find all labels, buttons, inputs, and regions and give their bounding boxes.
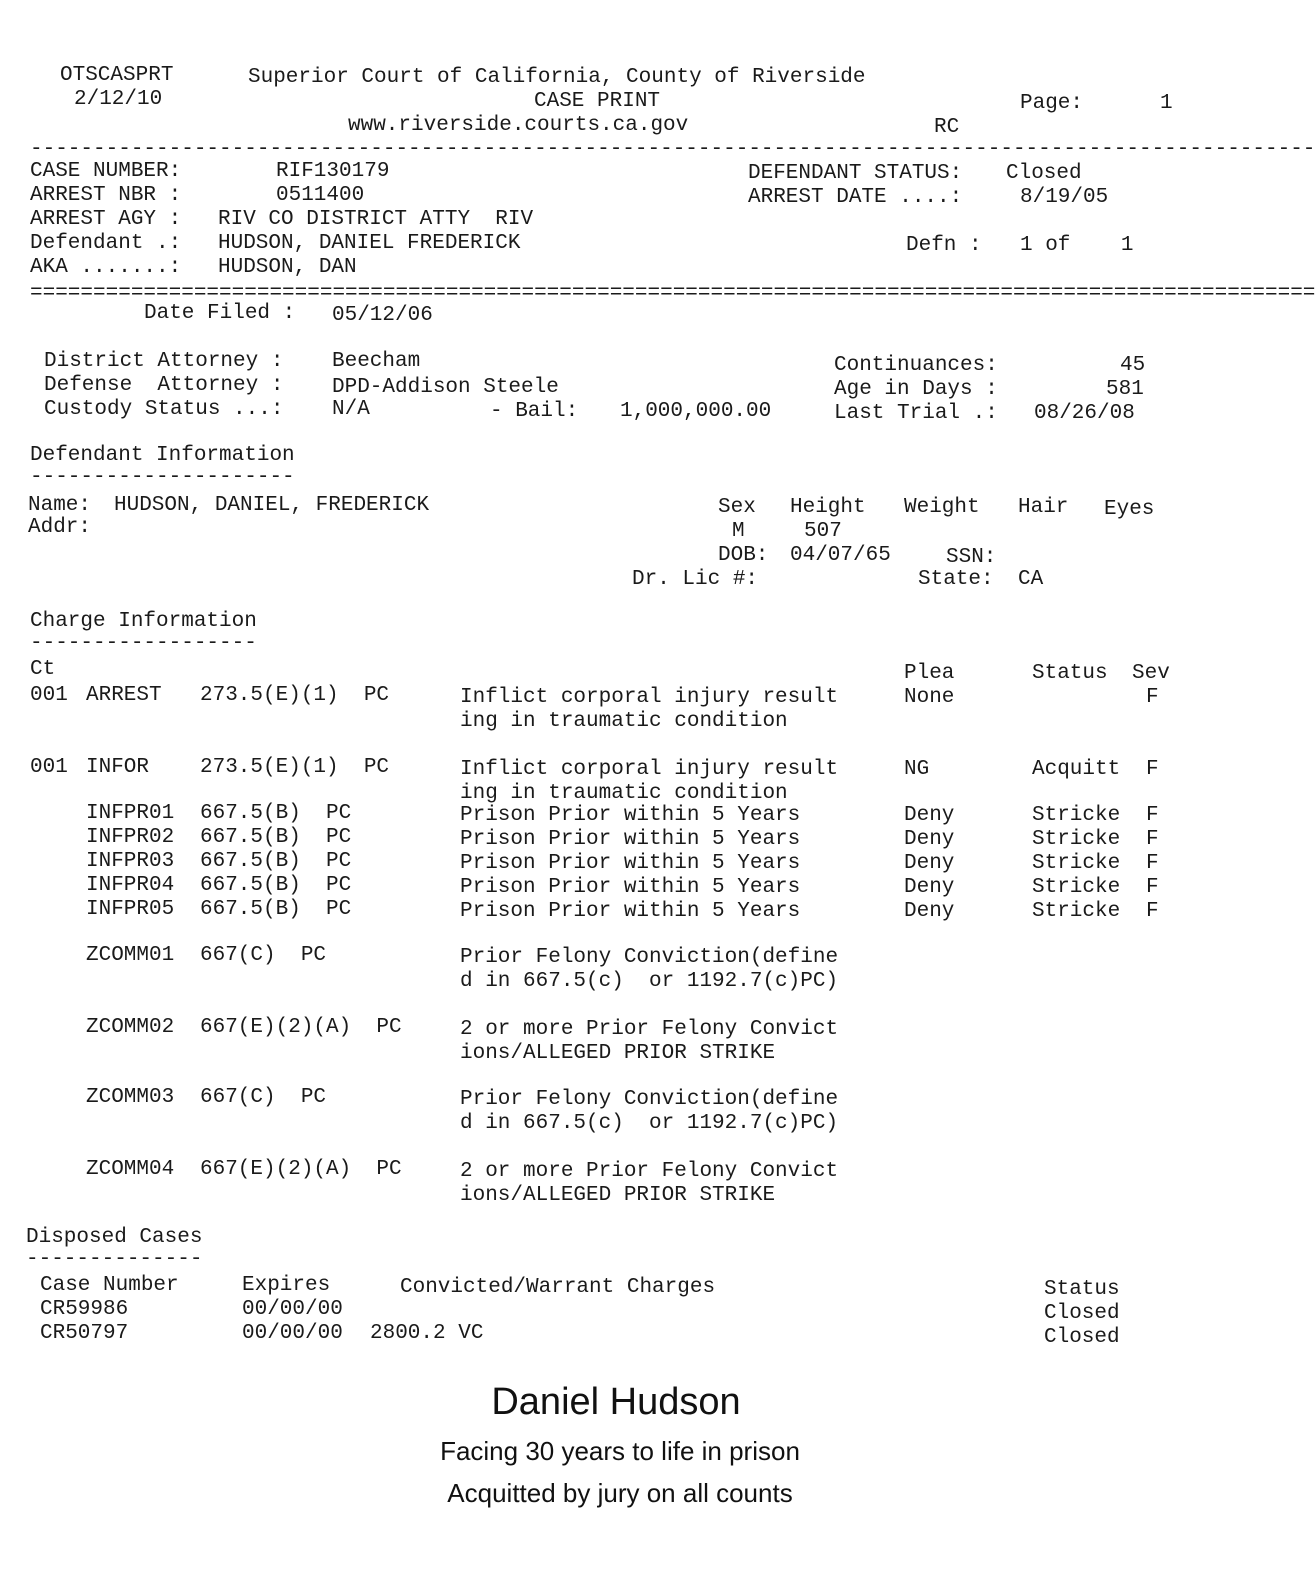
charge-code: INFPR03 (86, 850, 175, 873)
charge-plea: Deny (904, 876, 955, 899)
case-number-label: CASE NUMBER: (30, 160, 182, 183)
col-sex: Sex (718, 496, 756, 519)
charge-statute: 667.5(B) PC (200, 802, 352, 825)
charge-code: INFPR04 (86, 874, 175, 897)
charge-statute: 667(E)(2)(A) PC (200, 1158, 402, 1181)
charge-desc2: ing in traumatic condition (460, 782, 788, 805)
defendant-info-rule: --------------------- (30, 466, 295, 489)
col-expires: Expires (242, 1274, 331, 1297)
report-date: 2/12/10 (74, 88, 163, 111)
charge-code: INFPR01 (86, 802, 175, 825)
charge-desc1: Prior Felony Conviction(define (460, 946, 839, 969)
date-filed: 05/12/06 (332, 304, 433, 327)
charge-status: Stricke (1032, 876, 1121, 899)
dob-value: 04/07/65 (790, 544, 891, 567)
arrest-agy: RIV CO DISTRICT ATTY RIV (218, 208, 534, 231)
disposed-case: CR59986 (40, 1298, 129, 1321)
page-number: 1 (1160, 92, 1173, 115)
age-in-days: 581 (1106, 378, 1144, 401)
col-plea: Plea (904, 662, 955, 685)
last-trial: 08/26/08 (1034, 402, 1135, 425)
defendant-status: Closed (1006, 162, 1082, 185)
charge-code: INFOR (86, 756, 150, 779)
charge-statute: 273.5(E)(1) PC (200, 756, 390, 779)
court-website: www.riverside.courts.ca.gov (348, 114, 689, 137)
charge-status: Stricke (1032, 852, 1121, 875)
charge-desc1: Prison Prior within 5 Years (460, 828, 801, 851)
ssn-label: SSN: (946, 546, 997, 569)
charge-code: INFPR02 (86, 826, 175, 849)
district-attorney: Beecham (332, 350, 421, 373)
last-trial-label: Last Trial .: (834, 402, 998, 425)
charge-desc2: d in 667.5(c) or 1192.7(c)PC) (460, 1112, 839, 1135)
da-label: District Attorney : (44, 350, 284, 373)
charge-statute: 667.5(B) PC (200, 898, 352, 921)
col-weight: Weight (904, 496, 980, 519)
name-label: Name: (28, 494, 92, 517)
charge-ct: 001 (30, 756, 68, 779)
charge-desc1: Prison Prior within 5 Years (460, 852, 801, 875)
court-name: Superior Court of California, County of Riverside (248, 66, 866, 89)
col-status: Status (1032, 662, 1108, 685)
doc-title: CASE PRINT (534, 90, 661, 113)
charge-desc1: Prior Felony Conviction(define (460, 1088, 839, 1111)
charge-desc2: ions/ALLEGED PRIOR STRIKE (460, 1042, 776, 1065)
charge-desc1: Inflict corporal injury result (460, 686, 839, 709)
charge-sev: F (1146, 758, 1159, 781)
arrest-agy-label: ARREST AGY : (30, 208, 182, 231)
disposed-heading: Disposed Cases (26, 1226, 203, 1249)
report-id: OTSCASPRT (60, 64, 174, 87)
charge-desc1: 2 or more Prior Felony Convict (460, 1018, 839, 1041)
col-charges: Convicted/Warrant Charges (400, 1276, 716, 1299)
charge-code: ZCOMM01 (86, 944, 175, 967)
charge-code: ZCOMM03 (86, 1086, 175, 1109)
charge-status: Stricke (1032, 900, 1121, 923)
state-label: State: (918, 568, 994, 591)
charge-plea: NG (904, 758, 930, 781)
charge-statute: 667(C) PC (200, 1086, 327, 1109)
charge-info-heading: Charge Information (30, 610, 257, 633)
arrest-nbr-label: ARREST NBR : (30, 184, 182, 207)
defendant-status-label: DEFENDANT STATUS: (748, 162, 963, 185)
charge-statute: 667(E)(2)(A) PC (200, 1016, 402, 1039)
charge-code: ARREST (86, 684, 162, 707)
charge-code: INFPR05 (86, 898, 175, 921)
dob-label: DOB: (718, 544, 769, 567)
charge-sev: F (1146, 828, 1159, 851)
charge-statute: 273.5(E)(1) PC (200, 684, 390, 707)
defendant-info-heading: Defendant Information (30, 444, 295, 467)
charge-plea: Deny (904, 852, 955, 875)
date-filed-label: Date Filed : (144, 302, 296, 325)
col-disposed-status: Status (1044, 1278, 1120, 1301)
addr-label: Addr: (28, 516, 92, 539)
defendant-label: Defendant .: (30, 232, 182, 255)
charge-sev: F (1146, 900, 1159, 923)
charge-statute: 667.5(B) PC (200, 874, 352, 897)
charge-plea: Deny (904, 900, 955, 923)
charge-code: ZCOMM04 (86, 1158, 175, 1181)
charge-desc1: Inflict corporal injury result (460, 758, 839, 781)
charge-status: Stricke (1032, 828, 1121, 851)
sex-value: M (732, 520, 745, 543)
disposed-case: CR50797 (40, 1322, 129, 1345)
case-number: RIF130179 (276, 160, 390, 183)
aka-name: HUDSON, DAN (218, 256, 357, 279)
caption-line-1: Facing 30 years to life in prison (440, 1436, 800, 1466)
caption-name: Daniel Hudson (491, 1381, 741, 1423)
col-sev: Sev (1132, 662, 1170, 685)
charge-plea: None (904, 686, 955, 709)
charge-sev: F (1146, 804, 1159, 827)
charge-sev: F (1146, 686, 1159, 709)
state-value: CA (1018, 568, 1044, 591)
defense-label: Defense Attorney : (44, 374, 284, 397)
charge-desc2: d in 667.5(c) or 1192.7(c)PC) (460, 970, 839, 993)
age-label: Age in Days : (834, 378, 998, 401)
charge-code: ZCOMM02 (86, 1016, 175, 1039)
disposed-expires: 00/00/00 (242, 1322, 343, 1345)
disposed-rule: -------------- (26, 1248, 203, 1271)
defn-value: 1 of 1 (1020, 234, 1134, 257)
defendant-name: HUDSON, DANIEL FREDERICK (218, 232, 521, 255)
defn-label: Defn : (906, 234, 982, 257)
col-ct: Ct (30, 658, 56, 681)
charge-status: Stricke (1032, 804, 1121, 827)
defendant-full-name: HUDSON, DANIEL, FREDERICK (114, 494, 430, 517)
charge-desc1: Prison Prior within 5 Years (460, 876, 801, 899)
charge-status: Acquitt (1032, 758, 1121, 781)
disposed-status: Closed (1044, 1302, 1120, 1325)
header-divider: ------------------------------------------------------------------------------------------------------ (30, 138, 1315, 161)
col-hair: Hair (1018, 496, 1069, 519)
charge-ct: 001 (30, 684, 68, 707)
charge-desc2: ions/ALLEGED PRIOR STRIKE (460, 1184, 776, 1207)
charge-plea: Deny (904, 804, 955, 827)
arrest-date: 8/19/05 (1020, 186, 1109, 209)
charge-desc1: Prison Prior within 5 Years (460, 900, 801, 923)
charge-sev: F (1146, 876, 1159, 899)
case-divider: ====================================================================================================== (30, 282, 1315, 305)
charge-desc2: ing in traumatic condition (460, 710, 788, 733)
charge-info-rule: ------------------ (30, 632, 257, 655)
col-height: Height (790, 496, 866, 519)
height-value: 507 (804, 520, 842, 543)
bail-amount: 1,000,000.00 (620, 400, 772, 423)
disposed-expires: 00/00/00 (242, 1298, 343, 1321)
charge-desc1: Prison Prior within 5 Years (460, 804, 801, 827)
charge-statute: 667.5(B) PC (200, 826, 352, 849)
dl-label: Dr. Lic #: (632, 568, 759, 591)
charge-sev: F (1146, 852, 1159, 875)
charge-desc1: 2 or more Prior Felony Convict (460, 1160, 839, 1183)
custody-label: Custody Status ...: (44, 398, 284, 421)
disposed-status: Closed (1044, 1326, 1120, 1349)
arrest-nbr: 0511400 (276, 184, 365, 207)
col-case-number: Case Number (40, 1274, 179, 1297)
aka-label: AKA .......: (30, 256, 182, 279)
arrest-date-label: ARREST DATE ....: (748, 186, 963, 209)
bail-label: - Bail: (490, 400, 579, 423)
defense-attorney: DPD-Addison Steele (332, 376, 559, 399)
charge-statute: 667.5(B) PC (200, 850, 352, 873)
col-eyes: Eyes (1104, 498, 1155, 521)
custody-status: N/A (332, 398, 370, 421)
location-code: RC (934, 116, 960, 139)
caption-line-2: Acquitted by jury on all counts (447, 1478, 793, 1508)
charge-statute: 667(C) PC (200, 944, 327, 967)
continuances: 45 (1120, 354, 1146, 377)
continuances-label: Continuances: (834, 354, 998, 377)
disposed-charges: 2800.2 VC (370, 1322, 484, 1345)
charge-plea: Deny (904, 828, 955, 851)
page-label: Page: (1020, 92, 1084, 115)
